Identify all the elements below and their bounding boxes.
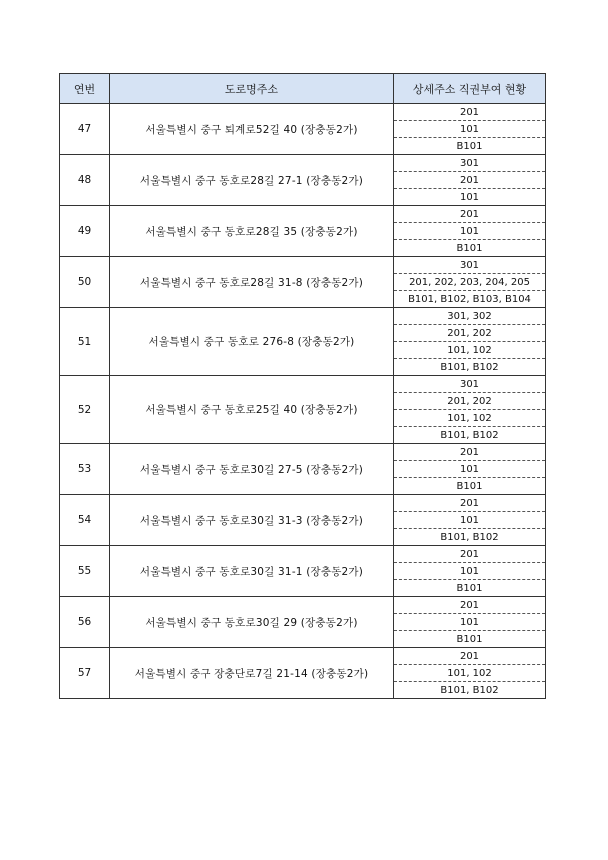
detail-address: 101 bbox=[394, 563, 546, 580]
detail-address: B101 bbox=[394, 478, 546, 495]
row-number: 57 bbox=[60, 648, 110, 699]
detail-address: 101 bbox=[394, 461, 546, 478]
detail-address: 201 bbox=[394, 444, 546, 461]
row-number: 53 bbox=[60, 444, 110, 495]
detail-address: 301 bbox=[394, 257, 546, 274]
detail-address: B101, B102 bbox=[394, 529, 546, 546]
row-number: 56 bbox=[60, 597, 110, 648]
table-row bbox=[60, 257, 546, 274]
detail-address: B101, B102, B103, B104 bbox=[394, 291, 546, 308]
road-address: 서울특별시 중구 동호로30길 29 (장충동2가) bbox=[110, 597, 394, 648]
detail-address: B101 bbox=[394, 240, 546, 257]
road-address: 서울특별시 중구 동호로30길 31-1 (장충동2가) bbox=[110, 546, 394, 597]
header-row bbox=[60, 74, 546, 104]
road-address: 서울특별시 중구 동호로30길 27-5 (장충동2가) bbox=[110, 444, 394, 495]
table-body bbox=[60, 104, 546, 699]
table-row bbox=[60, 495, 546, 512]
detail-address: 201, 202 bbox=[394, 325, 546, 342]
table-row bbox=[60, 206, 546, 223]
detail-address: 301, 302 bbox=[394, 308, 546, 325]
detail-address: 201 bbox=[394, 104, 546, 121]
row-number: 50 bbox=[60, 257, 110, 308]
road-address: 서울특별시 중구 동호로30길 31-3 (장충동2가) bbox=[110, 495, 394, 546]
detail-address: 201 bbox=[394, 648, 546, 665]
detail-address: 201 bbox=[394, 495, 546, 512]
row-number: 55 bbox=[60, 546, 110, 597]
detail-address: B101, B102 bbox=[394, 427, 546, 444]
row-number: 49 bbox=[60, 206, 110, 257]
detail-address: 101, 102 bbox=[394, 410, 546, 427]
header-detail-status: 상세주소 직권부여 현황 bbox=[394, 74, 546, 104]
road-address: 서울특별시 중구 퇴계로52길 40 (장충동2가) bbox=[110, 104, 394, 155]
table-row bbox=[60, 155, 546, 172]
header-road-address: 도로명주소 bbox=[110, 74, 394, 104]
row-number: 52 bbox=[60, 376, 110, 444]
detail-address: 301 bbox=[394, 376, 546, 393]
row-number: 47 bbox=[60, 104, 110, 155]
table-row bbox=[60, 104, 546, 121]
detail-address: 201 bbox=[394, 206, 546, 223]
detail-address: B101, B102 bbox=[394, 682, 546, 699]
table-row bbox=[60, 308, 546, 325]
detail-address: 201 bbox=[394, 546, 546, 563]
detail-address: 101, 102 bbox=[394, 342, 546, 359]
detail-address: 101 bbox=[394, 512, 546, 529]
road-address: 서울특별시 중구 동호로28길 27-1 (장충동2가) bbox=[110, 155, 394, 206]
address-table bbox=[59, 73, 546, 699]
table-row bbox=[60, 444, 546, 461]
row-number: 54 bbox=[60, 495, 110, 546]
detail-address: 101 bbox=[394, 189, 546, 206]
detail-address: 101 bbox=[394, 121, 546, 138]
road-address: 서울특별시 중구 동호로 276-8 (장충동2가) bbox=[110, 308, 394, 376]
detail-address: 201 bbox=[394, 172, 546, 189]
road-address: 서울특별시 중구 동호로25길 40 (장충동2가) bbox=[110, 376, 394, 444]
road-address: 서울특별시 중구 장충단로7길 21-14 (장충동2가) bbox=[110, 648, 394, 699]
detail-address: B101 bbox=[394, 138, 546, 155]
detail-address: 101 bbox=[394, 614, 546, 631]
detail-address: 201 bbox=[394, 597, 546, 614]
detail-address: B101 bbox=[394, 631, 546, 648]
row-number: 51 bbox=[60, 308, 110, 376]
detail-address: 201, 202 bbox=[394, 393, 546, 410]
table-row bbox=[60, 376, 546, 393]
table-row bbox=[60, 648, 546, 665]
detail-address: B101, B102 bbox=[394, 359, 546, 376]
detail-address: 201, 202, 203, 204, 205 bbox=[394, 274, 546, 291]
header-number: 연번 bbox=[60, 74, 110, 104]
detail-address: 301 bbox=[394, 155, 546, 172]
road-address: 서울특별시 중구 동호로28길 35 (장충동2가) bbox=[110, 206, 394, 257]
row-number: 48 bbox=[60, 155, 110, 206]
detail-address: B101 bbox=[394, 580, 546, 597]
detail-address: 101, 102 bbox=[394, 665, 546, 682]
detail-address: 101 bbox=[394, 223, 546, 240]
table-row bbox=[60, 546, 546, 563]
table-row bbox=[60, 597, 546, 614]
road-address: 서울특별시 중구 동호로28길 31-8 (장충동2가) bbox=[110, 257, 394, 308]
